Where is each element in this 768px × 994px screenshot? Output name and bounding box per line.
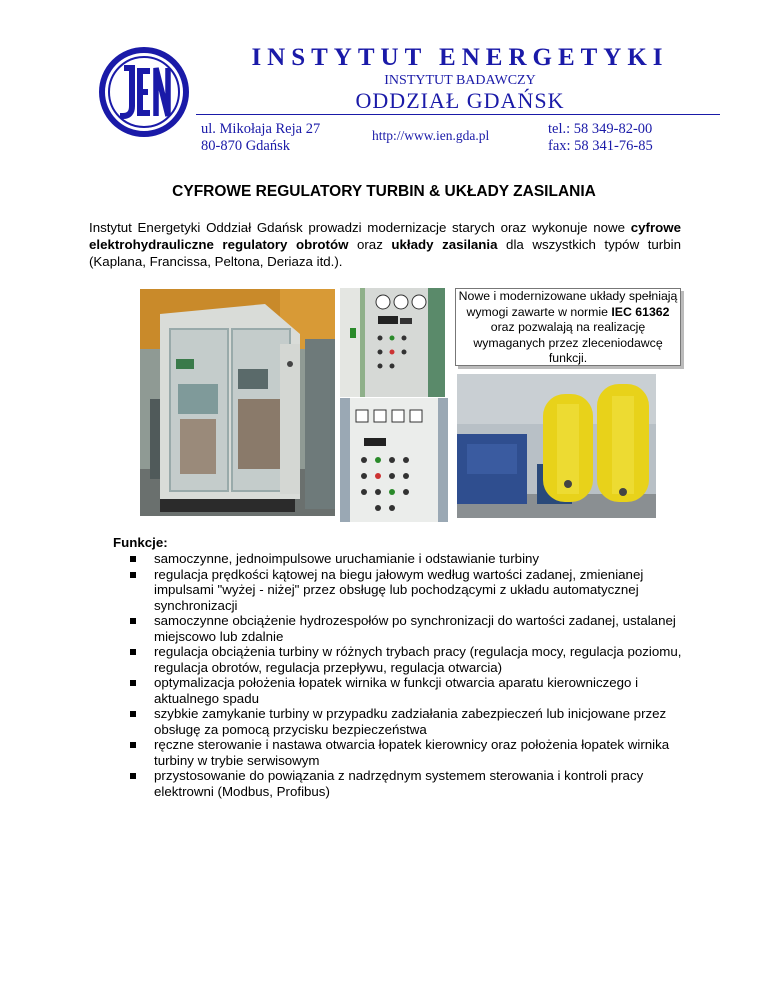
fax-number: fax: 58 341-76-85: [548, 138, 653, 154]
website-link[interactable]: http://www.ien.gda.pl: [372, 128, 490, 143]
list-item-text: przystosowanie do powiązania z nadrzędnym systemem sterowania i kontroli pracy elektrowni (Modbus, Profibus): [154, 768, 644, 799]
photo-gauge-panel: [340, 288, 445, 397]
intro-paragraph: [89, 219, 681, 270]
photo-control-cabinet: [140, 289, 335, 516]
list-item-text: szybkie zamykanie turbiny w przypadku zadziałania zabezpieczeń lub inicjowane przez obsługę za pomocą przycisku bezpieczeństwa: [154, 706, 667, 737]
bullet-icon: [130, 572, 136, 578]
department-name: ODDZIAŁ GDAŃSK: [355, 88, 565, 113]
intro-text: Instytut Energetyki Oddział Gdańsk prowadzi modernizacje starych oraz wykonuje nowe: [89, 220, 631, 235]
list-item-text: samoczynne obciążenie hydrozespołów po synchronizacji do wartości zadanej, ustalanej miejscowo lub zdalnie: [154, 613, 676, 644]
bullet-icon: [130, 773, 136, 779]
address-city: 80-870 Gdańsk: [201, 138, 291, 154]
photo-control-panel: [340, 398, 448, 522]
note-text: oraz pozwalają na realizację wymaganych przez zleceniodawcę funkcji.: [473, 320, 663, 365]
standards-note: [455, 288, 681, 366]
address-block: [201, 121, 320, 155]
list-item-text: optymalizacja położenia łopatek wirnika w funkcji otwarcia aparatu kierowniczego i aktualnego spadu: [154, 675, 639, 706]
list-item-text: samoczynne, jednoimpulsowe uruchamianie i odstawianie turbiny: [154, 551, 540, 566]
photo-yellow-tanks: [457, 374, 656, 518]
list-item-text: regulacja obciążenia turbiny w różnych trybach pracy (regulacja mocy, regulacja poziomu, regulacja obrotów, regulacja przepływu, regulacja otwarcia): [154, 644, 682, 675]
list-item: [124, 675, 684, 706]
list-item-text: ręczne sterowanie i nastawa otwarcia łopatek kierownicy oraz położenia łopatek wirnika turbiny w trybie serwisowym: [154, 737, 670, 768]
bullet-icon: [130, 742, 136, 748]
list-item: [124, 613, 684, 644]
contact-block: [548, 121, 653, 155]
intro-bold-power-supply: układy zasilania: [391, 237, 498, 252]
ien-logo: [98, 46, 190, 138]
bullet-icon: [130, 649, 136, 655]
list-item: [124, 768, 684, 799]
page-heading: CYFROWE REGULATORY TURBIN & UKŁADY ZASILANIA: [172, 183, 596, 200]
note-text: Nowe i modernizowane układy spełniają wymogi zawarte w normie: [458, 289, 678, 319]
header-divider: [196, 114, 720, 115]
bullet-icon: [130, 556, 136, 562]
institute-subtitle: INSTYTUT BADAWCZY: [384, 73, 536, 88]
list-item: [124, 644, 684, 675]
list-item: [124, 551, 684, 567]
address-street: ul. Mikołaja Reja 27: [201, 121, 321, 137]
functions-title: Funkcje:: [113, 535, 168, 550]
note-standard: IEC 61362: [611, 304, 670, 319]
intro-text: oraz: [348, 237, 392, 252]
intro-bold-regulators: cyfrowe elektrohydrauliczne regulatory obrotów: [89, 220, 681, 252]
list-item: [124, 737, 684, 768]
list-item: [124, 567, 684, 614]
intro-text: dla wszystkich typów turbin (Kaplana, Francissa, Peltona, Deriaza itd.).: [89, 237, 681, 269]
list-item: [124, 706, 684, 737]
bullet-icon: [130, 618, 136, 624]
bullet-icon: [130, 680, 136, 686]
list-item-text: regulacja prędkości kątowej na biegu jałowym według wartości zadanej, zmienianej impulsami "wyżej - niżej" przez obsługę lub pochodzącymi z układu automatycznej synchronizacji: [154, 566, 644, 613]
bullet-icon: [130, 711, 136, 717]
functions-list: [124, 551, 684, 799]
institute-title: INSTYTUT ENERGETYKI: [251, 44, 669, 71]
phone-number: tel.: 58 349-82-00: [548, 121, 653, 137]
